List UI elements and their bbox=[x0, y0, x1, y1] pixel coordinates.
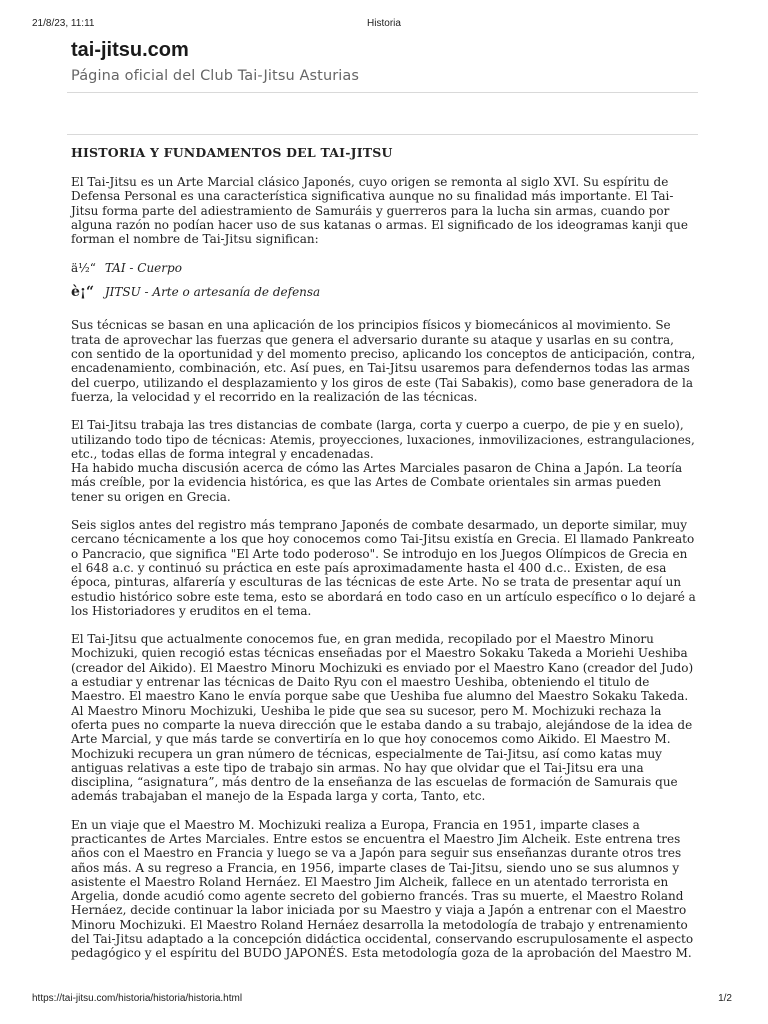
page-counter: 1/2 bbox=[718, 993, 732, 1004]
print-page-title: Historia bbox=[367, 18, 401, 29]
site-header bbox=[71, 38, 697, 86]
header-divider bbox=[67, 92, 698, 93]
article-paragraph: Ha habido mucha discusión acerca de cómo las Artes Marciales pasaron de China a Japón. La teoría más creíble, por la evidencia histórica, es que las Artes de Combate orientales sin armas pueden tener su origen en Grecia. bbox=[71, 461, 683, 504]
kanji-meaning: TAI - Cuerpo bbox=[104, 261, 182, 276]
print-header bbox=[32, 18, 736, 32]
article-paragraph: Seis siglos antes del registro más temprano Japonés de combate desarmado, un deporte similar, muy cercano técnicamente a los que hoy conocemos como Tai-Jitsu existía en Grecia. El llamado Pankreato o Pancracio, que significa "El Arte todo poderoso". Se introdujo en los Juegos Olímpicos de Grecia en el 648 a.c. y continuó su práctica en este país aproximadamente hasta el 400 d.c.. Existen, de esa época, pinturas, alfarería y esculturas de las técnicas de este Arte. No se trata de presentar aquí un estudio histórico sobre este tema, esto se abordará en todo caso en un artículo específico o lo dejaré a los Historiadores y eruditos en el tema. bbox=[71, 518, 696, 618]
article-content bbox=[71, 145, 697, 975]
article-heading: HISTORIA Y FUNDAMENTOS DEL TAI-JITSU bbox=[71, 145, 393, 160]
print-url: https://tai-jitsu.com/historia/historia/historia.html bbox=[32, 993, 243, 1004]
print-footer bbox=[32, 993, 736, 1007]
kanji-glyph: ä½“ bbox=[71, 261, 96, 276]
article-intro: El Tai-Jitsu es un Arte Marcial clásico Japonés, cuyo origen se remonta al siglo XVI. Su espíritu de Defensa Personal es una característica significativa aunque no su finalidad más importante. El Tai-Jitsu forma parte del adiestramiento de Samuráis y guerreros para la lucha sin armas, cuando por alguna razón no podían hacer uso de sus katanas o armas. El significado de los ideogramas kanji que forman el nombre de Tai-Jitsu significan: bbox=[71, 175, 688, 247]
article-paragraph: Sus técnicas se basan en una aplicación de los principios físicos y biomecánicos al movimiento. Se trata de aprovechar las fuerzas que genera el adversario durante su ataque y usarlas en su contra, con sentido de la oportunidad y del momento preciso, aplicando los conceptos de anticipación, contra, encadenamiento, combinación, etc. Así pues, en Tai-Jitsu usaremos para defendernos todas las armas del cuerpo, utilizando el desplazamiento y los giros de este (Tai Sabakis), como base generadora de la fuerza, la velocidad y el recorrido en la realización de las técnicas. bbox=[71, 318, 696, 404]
kanji-glyph: è¡“ bbox=[71, 284, 95, 301]
article-paragraph: En un viaje que el Maestro M. Mochizuki realiza a Europa, Francia en 1951, imparte clases a practicantes de Artes Marciales. Entre estos se encuentra el Maestro Jim Alcheik. Este entrena tres años con el Maestro en Francia y luego se va a Japón para seguir sus enseñanzas durante otros tres años más. A su regreso a Francia, en 1956, imparte clases de Tai-Jitsu, siendo uno se sus alumnos y asistente el Maestro Roland Hernáez. El Maestro Jim Alcheik, fallece en un atentado terrorista en Argelia, donde acudió como agente secreto del gobierno francés. Tras su muerte, el Maestro Roland Hernáez, decide continuar la labor iniciada por su Maestro y viaja a Japón a entrenar con el Maestro Minoru Mochizuki. El Maestro Roland Hernáez desarrolla la metodología de trabajo y entrenamiento del Tai-Jitsu adaptado a la concepción didáctica occidental, conservando escrupulosamente el aspecto pedagógico y el espíritu del BUDO JAPONÉS. Esta metodología goza de la aprobación del Maestro M. bbox=[71, 817, 694, 961]
site-description: Página oficial del Club Tai-Jitsu Asturias bbox=[71, 68, 360, 84]
content-divider bbox=[67, 134, 698, 135]
article-paragraph: El Tai-Jitsu trabaja las tres distancias de combate (larga, corta y cuerpo a cuerpo, de pie y en suelo), utilizando todo tipo de técnicas: Atemis, proyecciones, luxaciones, inmovilizaciones, estrangulaciones, etc., todas ellas de forma integral y encadenadas. bbox=[71, 418, 695, 461]
kanji-jitsu bbox=[71, 284, 697, 300]
kanji-meaning: JITSU - Arte o artesanía de defensa bbox=[104, 285, 321, 300]
article-paragraph: El Tai-Jitsu que actualmente conocemos fue, en gran medida, recopilado por el Maestro Minoru Mochizuki, quien recogió estas técnicas enseñadas por el Maestro Sokaku Takeda a Moriehi Ueshiba (creador del Aikido). El Maestro Minoru Mochizuki es enviado por el Maestro Kano (creador del Judo) a estudiar y entrenar las técnicas de Daito Ryu con el maestro Ueshiba, obteniendo el titulo de Maestro. El maestro Kano le envía porque sabe que Ueshiba fue alumno del Maestro Sokaku Takeda. Al Maestro Minoru Mochizuki, Ueshiba le pide que sea su sucesor, pero M. Mochizuki rechaza la oferta pues no comparte la nueva dirección que le estaba dando a su trabajo, alejándose de la idea de Arte Marcial, y que más tarde se convertiría en lo que hoy conocemos como Aikido. El Maestro M. Mochizuki recupera un gran número de técnicas, especialmente de Tai-Jitsu, así como katas muy antiguas relativas a este tipo de trabajo sin armas. No hay que olvidar que el Tai-Jitsu era una disciplina, “asignatura”, más dentro de la enseñanza de las escuelas de formación de Samurais que además trabajaban el manejo de la Espada larga y corta, Tanto, etc. bbox=[71, 632, 694, 804]
site-title-link[interactable]: tai-jitsu.com bbox=[71, 39, 189, 61]
kanji-tai bbox=[71, 260, 697, 276]
print-datetime: 21/8/23, 11:11 bbox=[32, 18, 95, 29]
